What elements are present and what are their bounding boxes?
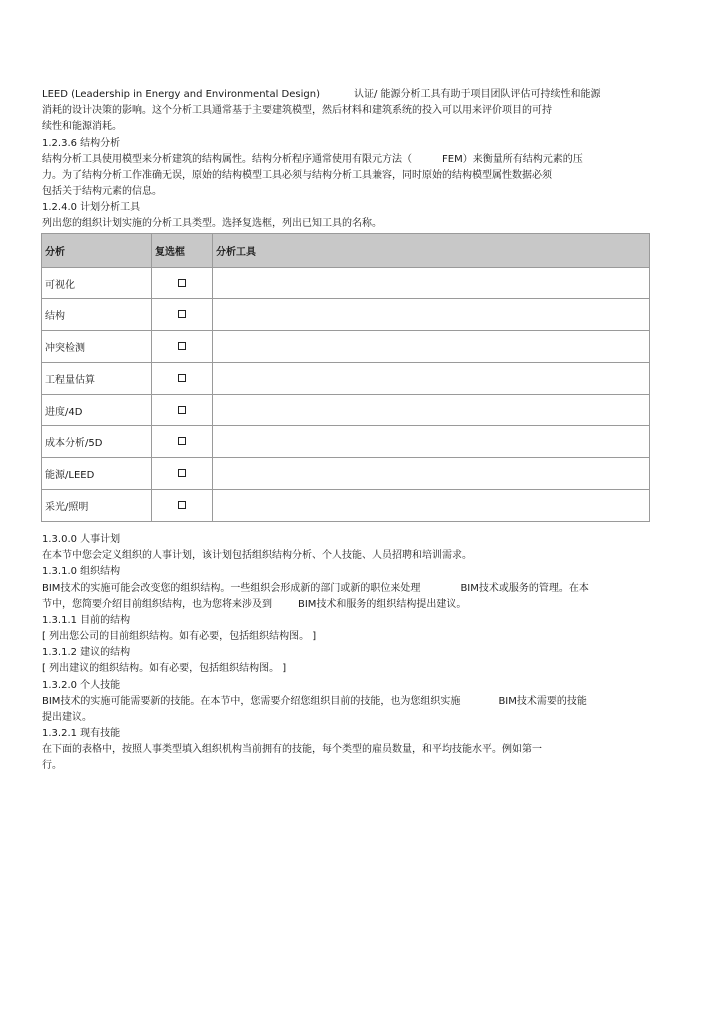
structural-line-3: 包括关于结构元素的信息。 bbox=[42, 186, 162, 197]
leed-line-1: LEED (Leadership in Energy and Environmental Design) 认证/ 能源分析工具有助于项目团队评估可持续性和能源 bbox=[42, 89, 601, 100]
table-row bbox=[42, 395, 650, 426]
section-heading-1300: 1.3.0.0 人事计划 bbox=[42, 534, 121, 545]
row-label-visualization: 可视化 bbox=[42, 268, 152, 299]
table-row bbox=[42, 299, 650, 331]
org-line-1: BIM技术的实施可能会改变您的组织结构。一些组织会形成新的部门或新的职位来处理 BIM技术或服务的管理。在本 bbox=[42, 583, 589, 594]
header-analysis: 分析 bbox=[42, 234, 152, 268]
checkbox-schedule[interactable] bbox=[178, 406, 186, 414]
skills-line-1: BIM技术的实施可能需要新的技能。在本节中，您需要介绍您组织目前的技能，也为您组织实施 BIM技术需要的技能 bbox=[42, 696, 587, 707]
section-heading-1311: 1.3.1.1 目前的结构 bbox=[42, 615, 131, 626]
table-row bbox=[42, 331, 650, 363]
checkbox-quantity[interactable] bbox=[178, 374, 186, 382]
checkbox-visualization[interactable] bbox=[178, 279, 186, 287]
checkbox-lighting[interactable] bbox=[178, 501, 186, 509]
structural-line-2: 力。为了结构分析工作准确无误，原始的结构模型工具必须与结构分析工具兼容，同时原始的结构模型属性数据必须 bbox=[42, 170, 552, 181]
table-row bbox=[42, 268, 650, 299]
plan-tools-instruction: 列出您的组织计划实施的分析工具类型。选择复选框，列出已知工具的名称。 bbox=[42, 218, 382, 229]
table-row bbox=[42, 458, 650, 490]
tool-input-schedule[interactable] bbox=[213, 395, 650, 426]
table-row bbox=[42, 363, 650, 395]
table-row bbox=[42, 490, 650, 522]
existing-skills-line-2: 行。 bbox=[42, 760, 62, 771]
row-label-structure: 结构 bbox=[42, 299, 152, 331]
checkbox-cost[interactable] bbox=[178, 437, 186, 445]
existing-skills-line-1: 在下面的表格中，按照人事类型填入组织机构当前拥有的技能，每个类型的雇员数量，和平均技能水平。例如第一 bbox=[42, 744, 542, 755]
checkbox-energy[interactable] bbox=[178, 469, 186, 477]
leed-line-2: 消耗的设计决策的影响。这个分析工具通常基于主要建筑模型，然后材料和建筑系统的投入可以用来评价项目的可持 bbox=[42, 105, 552, 116]
row-label-clash: 冲突检测 bbox=[42, 331, 152, 363]
checkbox-clash[interactable] bbox=[178, 342, 186, 350]
tool-input-cost[interactable] bbox=[213, 426, 650, 458]
proposed-structure-note: [ 列出建议的组织结构。如有必要，包括组织结构图。 ] bbox=[42, 663, 287, 674]
leed-line-3: 续性和能源消耗。 bbox=[42, 121, 122, 132]
structural-line-1: 结构分析工具使用模型来分析建筑的结构属性。结构分析程序通常使用有限元方法（ FEM）来衡量所有结构元素的压 bbox=[42, 154, 583, 165]
tool-input-structure[interactable] bbox=[213, 299, 650, 331]
skills-line-2: 提出建议。 bbox=[42, 712, 92, 723]
section-heading-1320: 1.3.2.0 个人技能 bbox=[42, 680, 121, 691]
tool-input-clash[interactable] bbox=[213, 331, 650, 363]
staffing-intro: 在本节中您会定义组织的人事计划，该计划包括组织结构分析、个人技能、人员招聘和培训需求。 bbox=[42, 550, 472, 561]
tool-input-lighting[interactable] bbox=[213, 490, 650, 522]
row-label-quantity: 工程量估算 bbox=[42, 363, 152, 395]
row-label-energy: 能源/LEED bbox=[42, 458, 152, 490]
row-label-schedule: 进度/4D bbox=[42, 395, 152, 426]
section-heading-1310: 1.3.1.0 组织结构 bbox=[42, 566, 121, 577]
section-heading-1236: 1.2.3.6 结构分析 bbox=[42, 138, 121, 149]
checkbox-structure[interactable] bbox=[178, 310, 186, 318]
header-checkbox: 复选框 bbox=[152, 234, 213, 268]
section-heading-1321: 1.3.2.1 现有技能 bbox=[42, 728, 121, 739]
row-label-cost: 成本分析/5D bbox=[42, 426, 152, 458]
section-heading-1312: 1.3.1.2 建议的结构 bbox=[42, 647, 131, 658]
table-header-row bbox=[42, 234, 650, 268]
header-tool: 分析工具 bbox=[213, 234, 650, 268]
analysis-tools-table bbox=[41, 233, 650, 522]
tool-input-energy[interactable] bbox=[213, 458, 650, 490]
current-structure-note: [ 列出您公司的目前组织结构。如有必要，包括组织结构图。 ] bbox=[42, 631, 317, 642]
row-label-lighting: 采光/照明 bbox=[42, 490, 152, 522]
org-line-2: 节中，您简要介绍目前组织结构，也为您将来涉及到 BIM技术和服务的组织结构提出建议。 bbox=[42, 599, 467, 610]
table-row bbox=[42, 426, 650, 458]
section-heading-1240: 1.2.4.0 计划分析工具 bbox=[42, 202, 141, 213]
tool-input-visualization[interactable] bbox=[213, 268, 650, 299]
tool-input-quantity[interactable] bbox=[213, 363, 650, 395]
